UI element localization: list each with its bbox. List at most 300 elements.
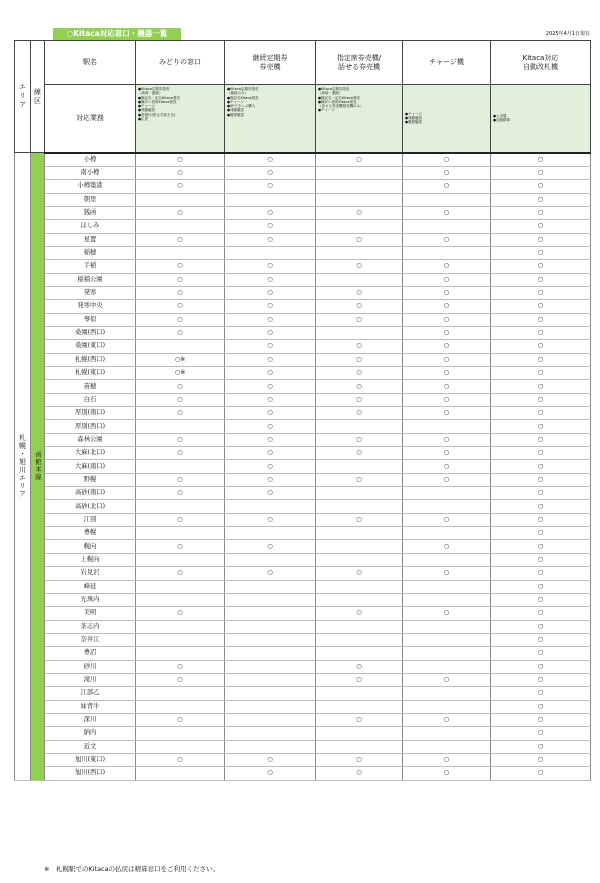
charge-availability (403, 727, 491, 740)
gate-availability: ○ (491, 367, 591, 380)
renewal-availability: ○ (225, 433, 316, 446)
service-line: ●チャージ (227, 99, 244, 104)
service-line: ●Kitaca定期券発売 (227, 87, 259, 91)
charge-availability: ○ (403, 273, 491, 286)
renewal-availability: ○ (225, 540, 316, 553)
renewal-availability (225, 700, 316, 713)
midori-availability (136, 527, 225, 540)
service-line: ●無記名・記名Kitaca発売 (318, 95, 360, 100)
renewal-availability: ○ (225, 447, 316, 460)
station-row (15, 687, 591, 700)
reserved-availability (316, 487, 403, 500)
gate-availability: ○ (491, 233, 591, 246)
station-name: 納内 (45, 727, 136, 740)
charge-availability: ○ (403, 393, 491, 406)
charge-availability (403, 553, 491, 566)
station-name: 奈井江 (45, 633, 136, 646)
reserved-availability: ○ (316, 567, 403, 580)
charge-availability (403, 193, 491, 206)
reserved-availability (316, 620, 403, 633)
renewal-availability (225, 500, 316, 513)
station-name: 妹背牛 (45, 700, 136, 713)
renewal-availability: ○ (225, 753, 316, 766)
renewal-availability: ○ (225, 180, 316, 193)
gate-availability: ○ (491, 246, 591, 259)
station-name: 豊幌 (45, 527, 136, 540)
midori-availability (136, 740, 225, 753)
station-name: 滝川 (45, 673, 136, 686)
station-row (15, 553, 591, 566)
station-name: 江別 (45, 513, 136, 526)
gate-availability: ○ (491, 180, 591, 193)
gate-availability: ○ (491, 260, 591, 273)
gate-availability: ○ (491, 673, 591, 686)
service-line: ●残額確認 (227, 108, 245, 113)
gate-availability: ○ (491, 513, 591, 526)
gate-availability: ○ (491, 286, 591, 299)
service-line: ●チャージ (318, 108, 335, 113)
gate-availability: ○ (491, 460, 591, 473)
station-name: 大麻(北口) (45, 447, 136, 460)
area-label: 札幌・旭川エリア (15, 153, 31, 781)
renewal-availability: ○ (225, 313, 316, 326)
station-name: 茶志内 (45, 620, 136, 633)
gate-availability: ○ (491, 553, 591, 566)
station-name: 手稲 (45, 260, 136, 273)
charge-availability: ○ (403, 607, 491, 620)
station-row (15, 447, 591, 460)
renewal-availability: ○ (225, 380, 316, 393)
service-line: ●無記名Kitaca発売 (227, 95, 259, 100)
renewal-availability (225, 593, 316, 606)
gate-availability: ○ (491, 420, 591, 433)
charge-availability: ○ (403, 313, 491, 326)
station-row (15, 527, 591, 540)
reserved-availability: ○ (316, 367, 403, 380)
line-header: 線区 (31, 41, 45, 153)
renewal-availability (225, 246, 316, 259)
midori-availability: ○ (136, 206, 225, 219)
station-row (15, 407, 591, 420)
midori-availability: ○ (136, 540, 225, 553)
charge-availability: ○ (403, 407, 491, 420)
midori-availability (136, 647, 225, 660)
charge-availability: ○ (403, 753, 491, 766)
service-line: ●残額確認 (138, 108, 156, 113)
station-header: 駅名 (45, 41, 136, 85)
gate-availability: ○ (491, 433, 591, 446)
midori-availability: ○ (136, 380, 225, 393)
station-name: 札幌(東口) (45, 367, 136, 380)
reserved-availability (316, 460, 403, 473)
reserved-availability (316, 540, 403, 553)
station-name: 野幌 (45, 473, 136, 486)
station-name: 森林公園 (45, 433, 136, 446)
station-row (15, 393, 591, 406)
charge-availability: ○ (403, 260, 491, 273)
midori-availability: ○ (136, 260, 225, 273)
reserved-availability (316, 193, 403, 206)
midori-availability (136, 593, 225, 606)
service-line: ●払戻 (138, 117, 149, 122)
midori-availability: ○ (136, 153, 225, 167)
renewal-availability (225, 620, 316, 633)
station-row (15, 180, 591, 193)
station-name: 深川 (45, 713, 136, 726)
service-line: ●自動精算 (493, 118, 511, 123)
midori-availability (136, 420, 225, 433)
charge-availability: ○ (403, 166, 491, 179)
station-name: 桑園(西口) (45, 326, 136, 339)
midori-services (136, 85, 225, 153)
charge-availability (403, 647, 491, 660)
reserved-availability: ○ (316, 206, 403, 219)
reserved-availability (316, 593, 403, 606)
gate-availability: ○ (491, 407, 591, 420)
station-row (15, 660, 591, 673)
gate-availability: ○ (491, 206, 591, 219)
midori-availability (136, 727, 225, 740)
station-row (15, 206, 591, 219)
reserved-seat-machine-services (316, 85, 403, 153)
station-row (15, 487, 591, 500)
midori-availability (136, 220, 225, 233)
midori-availability: ○ (136, 407, 225, 420)
station-row (15, 460, 591, 473)
line-label: 函館本線 (31, 153, 45, 781)
renewal-availability: ○ (225, 220, 316, 233)
station-row (15, 647, 591, 660)
station-row (15, 540, 591, 553)
station-row (15, 513, 591, 526)
service-line: ●Kitaca定期券発売 (138, 87, 170, 91)
service-line: ●再発行(停止手続き含) (138, 112, 176, 117)
gate-availability: ○ (491, 300, 591, 313)
charge-availability: ○ (403, 513, 491, 526)
station-row (15, 193, 591, 206)
reserved-availability (316, 220, 403, 233)
station-name: 琴似 (45, 313, 136, 326)
charge-availability: ○ (403, 433, 491, 446)
midori-availability (136, 620, 225, 633)
station-name: 砂川 (45, 660, 136, 673)
auto-gate-header: Kitaca対応 自動改札機 (491, 41, 591, 85)
station-name: 高砂(北口) (45, 500, 136, 513)
charge-availability: ○ (403, 567, 491, 580)
auto-gate-services (491, 85, 591, 153)
midori-availability (136, 246, 225, 259)
station-row (15, 473, 591, 486)
station-row (15, 753, 591, 766)
reserved-availability: ○ (316, 407, 403, 420)
service-line: （新規・継続） (138, 91, 163, 96)
charge-availability: ○ (403, 473, 491, 486)
station-row (15, 353, 591, 366)
service-header: 対応業務 (45, 85, 136, 153)
charge-availability (403, 660, 491, 673)
reserved-availability (316, 326, 403, 339)
reserved-availability: ○ (316, 300, 403, 313)
reserved-availability (316, 553, 403, 566)
midori-availability: ○ (136, 326, 225, 339)
station-name: 高砂(南口) (45, 487, 136, 500)
station-row (15, 313, 591, 326)
station-name: 稲積公園 (45, 273, 136, 286)
reserved-availability (316, 687, 403, 700)
charge-machine-header: チャージ機 (403, 41, 491, 85)
renewal-availability: ○ (225, 326, 316, 339)
charge-availability (403, 700, 491, 713)
gate-availability: ○ (491, 447, 591, 460)
midori-availability (136, 580, 225, 593)
reserved-availability: ○ (316, 380, 403, 393)
gate-availability: ○ (491, 740, 591, 753)
service-line: ●障がい者用Kitaca発売 (318, 99, 357, 104)
charge-availability: ○ (403, 180, 491, 193)
reserved-availability: ○ (316, 753, 403, 766)
footnote: ※ 札幌駅でのKitacaの払戻は精算窓口をご利用ください。 (44, 865, 220, 873)
reserved-availability: ○ (316, 473, 403, 486)
reserved-availability: ○ (316, 233, 403, 246)
gate-availability: ○ (491, 593, 591, 606)
service-line: ●Kitaca定期券発売 (318, 87, 350, 91)
midori-availability (136, 193, 225, 206)
reserved-availability (316, 246, 403, 259)
station-row (15, 740, 591, 753)
charge-availability: ○ (403, 460, 491, 473)
station-name: 稲穂 (45, 246, 136, 259)
station-row (15, 326, 591, 339)
midori-availability (136, 700, 225, 713)
gate-availability: ○ (491, 527, 591, 540)
midori-availability: ○※ (136, 367, 225, 380)
charge-availability (403, 420, 491, 433)
gate-availability: ○ (491, 660, 591, 673)
renewal-availability: ○ (225, 567, 316, 580)
charge-availability: ○ (403, 153, 491, 167)
gate-availability: ○ (491, 620, 591, 633)
gate-availability: ○ (491, 500, 591, 513)
charge-availability: ○ (403, 673, 491, 686)
area-header: エリア (15, 41, 31, 153)
station-name: 銭函 (45, 206, 136, 219)
reserved-availability: ○ (316, 153, 403, 167)
charge-availability (403, 593, 491, 606)
midori-availability: ○※ (136, 353, 225, 366)
station-row (15, 567, 591, 580)
station-name: 南小樽 (45, 166, 136, 179)
station-name: 小樽 (45, 153, 136, 167)
midori-availability: ○ (136, 433, 225, 446)
renewal-availability: ○ (225, 166, 316, 179)
station-name: 旭川(西口) (45, 767, 136, 780)
midori-header: みどりの窓口 (136, 41, 225, 85)
reserved-availability (316, 727, 403, 740)
station-row (15, 300, 591, 313)
station-row (15, 367, 591, 380)
station-row (15, 220, 591, 233)
station-name: 光珠内 (45, 593, 136, 606)
midori-availability: ○ (136, 473, 225, 486)
gate-availability: ○ (491, 487, 591, 500)
service-line: ●障がい者用Kitaca発売 (138, 99, 177, 104)
charge-availability: ○ (403, 233, 491, 246)
reserved-availability (316, 580, 403, 593)
service-line: ●履歴確認 (405, 120, 423, 125)
gate-availability: ○ (491, 393, 591, 406)
station-name: 星置 (45, 233, 136, 246)
reserved-availability: ○ (316, 660, 403, 673)
renewal-availability (225, 673, 316, 686)
station-name: 美唄 (45, 607, 136, 620)
station-name: 白石 (45, 393, 136, 406)
renewal-availability: ○ (225, 260, 316, 273)
renewal-availability (225, 553, 316, 566)
reserved-availability: ○ (316, 313, 403, 326)
gate-availability: ○ (491, 380, 591, 393)
reserved-availability: ○ (316, 433, 403, 446)
gate-availability: ○ (491, 713, 591, 726)
renewal-availability: ○ (225, 206, 316, 219)
reserved-availability: ○ (316, 767, 403, 780)
station-name: 厚別(西口) (45, 420, 136, 433)
station-row (15, 580, 591, 593)
renewal-availability: ○ (225, 273, 316, 286)
midori-availability (136, 340, 225, 353)
station-row (15, 633, 591, 646)
charge-availability (403, 220, 491, 233)
reserved-availability (316, 740, 403, 753)
renewal-availability (225, 727, 316, 740)
station-name: 小樽築港 (45, 180, 136, 193)
charge-availability: ○ (403, 540, 491, 553)
midori-availability: ○ (136, 513, 225, 526)
gate-availability: ○ (491, 220, 591, 233)
renewal-availability (225, 607, 316, 620)
gate-availability: ○ (491, 273, 591, 286)
station-row (15, 273, 591, 286)
station-row (15, 593, 591, 606)
renewal-availability: ○ (225, 353, 316, 366)
charge-availability (403, 580, 491, 593)
charge-availability: ○ (403, 340, 491, 353)
station-row (15, 233, 591, 246)
charge-availability: ○ (403, 326, 491, 339)
midori-availability (136, 687, 225, 700)
renewal-availability: ○ (225, 367, 316, 380)
gate-availability: ○ (491, 473, 591, 486)
station-row (15, 727, 591, 740)
renewal-availability: ○ (225, 473, 316, 486)
midori-availability: ○ (136, 313, 225, 326)
reserved-availability: ○ (316, 713, 403, 726)
gate-availability: ○ (491, 353, 591, 366)
charge-availability (403, 527, 491, 540)
renewal-availability (225, 740, 316, 753)
station-name: 岩見沢 (45, 567, 136, 580)
reserved-availability (316, 500, 403, 513)
midori-availability (136, 553, 225, 566)
charge-availability: ○ (403, 380, 491, 393)
midori-availability: ○ (136, 660, 225, 673)
renewal-availability: ○ (225, 487, 316, 500)
renewal-availability: ○ (225, 407, 316, 420)
kitaca-equipment-table (14, 40, 591, 781)
reserved-availability (316, 700, 403, 713)
service-line: ●チャージ (138, 104, 155, 109)
station-row (15, 340, 591, 353)
renewal-availability (225, 713, 316, 726)
midori-availability: ○ (136, 753, 225, 766)
renewal-availability (225, 660, 316, 673)
renewal-availability (225, 527, 316, 540)
midori-availability: ○ (136, 300, 225, 313)
renewal-availability: ○ (225, 513, 316, 526)
midori-availability: ○ (136, 166, 225, 179)
gate-availability: ○ (491, 193, 591, 206)
midori-availability: ○ (136, 447, 225, 460)
service-line: （新規・継続） (318, 91, 343, 96)
renewal-availability: ○ (225, 233, 316, 246)
service-line: （継続のみ） (227, 91, 248, 96)
renewal-availability (225, 580, 316, 593)
charge-availability (403, 620, 491, 633)
gate-availability: ○ (491, 767, 591, 780)
gate-availability: ○ (491, 567, 591, 580)
midori-availability (136, 633, 225, 646)
renewal-availability: ○ (225, 153, 316, 167)
gate-availability: ○ (491, 313, 591, 326)
charge-availability (403, 633, 491, 646)
midori-availability: ○ (136, 713, 225, 726)
reserved-availability: ○ (316, 353, 403, 366)
charge-availability: ○ (403, 353, 491, 366)
reserved-availability (316, 527, 403, 540)
station-name: 豊沼 (45, 647, 136, 660)
station-row (15, 673, 591, 686)
reserved-availability: ○ (316, 447, 403, 460)
charge-availability (403, 246, 491, 259)
reserved-availability (316, 180, 403, 193)
service-line: ●入出場 (493, 113, 507, 118)
station-name: 朝里 (45, 193, 136, 206)
midori-availability (136, 767, 225, 780)
gate-availability: ○ (491, 340, 591, 353)
station-row (15, 420, 591, 433)
station-name: 大麻(南口) (45, 460, 136, 473)
gate-availability: ○ (491, 633, 591, 646)
service-line: ●チャージ (405, 111, 422, 116)
station-row (15, 153, 591, 167)
charge-availability: ○ (403, 767, 491, 780)
document-title: ○Kitaca対応窓口・機器一覧 (53, 28, 181, 40)
station-row (15, 500, 591, 513)
renewal-availability: ○ (225, 286, 316, 299)
station-name: 近文 (45, 740, 136, 753)
midori-availability: ○ (136, 487, 225, 500)
reserved-availability: ○ (316, 286, 403, 299)
charge-availability (403, 687, 491, 700)
station-row (15, 286, 591, 299)
gate-availability: ○ (491, 153, 591, 167)
charge-availability (403, 487, 491, 500)
midori-availability: ○ (136, 673, 225, 686)
midori-availability: ○ (136, 607, 225, 620)
station-name: 旭川(東口) (45, 753, 136, 766)
charge-availability: ○ (403, 447, 491, 460)
charge-availability (403, 740, 491, 753)
reserved-availability: ○ (316, 607, 403, 620)
